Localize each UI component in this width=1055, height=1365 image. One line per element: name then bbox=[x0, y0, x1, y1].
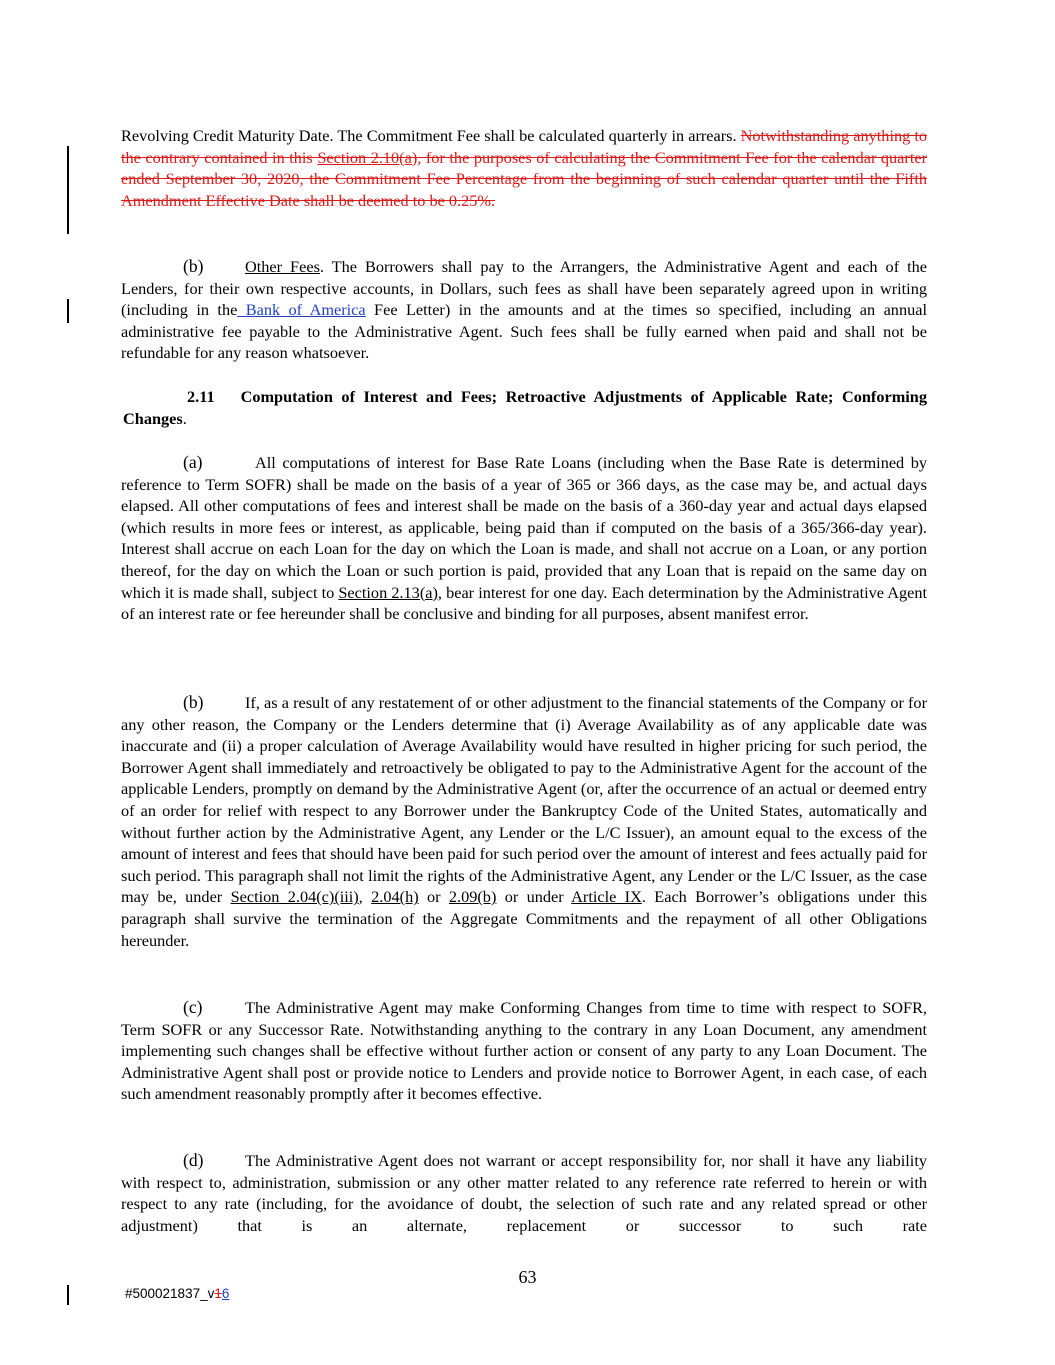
section-ref: Section 2.04(c)(iii) bbox=[230, 887, 359, 907]
clause-text: or under bbox=[496, 887, 572, 907]
change-bar bbox=[67, 146, 69, 234]
clause-text: , bbox=[358, 887, 372, 907]
clause-label: (a) bbox=[183, 452, 203, 472]
clause-text: The Administrative Agent may make Conforming Changes from time to time with respect to SOFR, Term SOFR or any Successor Rate. Notwithstanding anything to the contrary in any Loan Document, any amendment implementing such changes shall be effective without further action or consent of any party to any Loan Document. The Administrative Agent shall post or provide notice to Lenders and provide notice to Borrower Agent, in each case, of each such amendment reasonably promptly after it becomes effective. bbox=[121, 998, 927, 1104]
change-bar bbox=[67, 1285, 69, 1305]
clause-text: , bear interest for one day. Each determination by the Administrative Agent of an interest rate or fee hereunder shall be conclusive and binding for all purposes, absent manifest error. bbox=[121, 582, 927, 624]
document-id bbox=[125, 1286, 229, 1301]
article-ref: Article IX bbox=[571, 887, 642, 907]
paragraph-b-retroactive bbox=[121, 692, 927, 951]
document-id-inserted: 6 bbox=[221, 1286, 230, 1301]
paragraph-a-computations bbox=[121, 452, 927, 625]
section-heading-2-11 bbox=[123, 386, 927, 429]
clause-label: (c) bbox=[183, 997, 203, 1017]
clause-label: (b) bbox=[183, 692, 204, 712]
page-number: 63 bbox=[518, 1267, 537, 1287]
section-ref: Section 2.13(a) bbox=[338, 582, 438, 602]
clause-text: If, as a result of any restatement of or other adjustment to the financial statements of the Company or for any other reason, the Company or the Lenders determine that (i) Average Availability as of any applicable date was inaccurate and (ii) a proper calculation of Average Availability would have resulted in higher pricing for such period, the Borrower Agent shall immediately and retroactively be obligated to pay to the Administrative Agent for the account of the applicable Lenders, promptly on demand by the Administrative Agent (or, after the occurrence of an actual or deemed entry of an order for relief with respect to any Borrower under the Bankruptcy Code of the United States, automatically and without further action by the Administrative Agent, any Lender or the L/C Issuer), an amount equal to the excess of the amount of interest and fees that should have been paid for such period over the amount of interest and fees actually paid for such period. This paragraph shall not limit the rights of the Administrative Agent, any Lender or the L/C Issuer, as the case may be, under bbox=[121, 693, 927, 907]
change-bar bbox=[67, 299, 69, 323]
paragraph-c-conforming bbox=[121, 997, 927, 1105]
clause-text: . The Borrowers shall pay to the Arrangers, the Administrative Agent and each of the Lenders, for their own respective accounts, in Dollars, such fees as shall have been separately agreed upon in writing (including in the bbox=[121, 257, 927, 320]
clause-text: All computations of interest for Base Rate Loans (including when the Base Rate is determined by reference to Term SOFR) shall be made on the basis of a year of 365 or 366 days, as the case may be, and actual days elapsed. All other computations of fees and interest shall be made on the basis of a 360-day year and actual days elapsed (which results in more fees or interest, as applicable, being paid than if computed on the basis of a 365/366-day year). Interest shall accrue on each Loan for the day on which the Loan is made, and shall not accrue on a Loan, or any portion thereof, for the day on which the Loan or such portion is paid, provided that any Loan that is repaid on the same day on which it is made shall, subject to bbox=[121, 453, 927, 602]
clause-label: (d) bbox=[183, 1150, 204, 1170]
intro-text: Revolving Credit Maturity Date. The Commitment Fee shall be calculated quarterly in arrears. bbox=[121, 126, 737, 145]
document-id-prefix: #500021837_v bbox=[125, 1286, 215, 1301]
clause-text: The Administrative Agent does not warrant or accept responsibility for, nor shall it have any liability with respect to, administration, submission or any other matter related to any reference rate referred to herein or with respect to any rate (including, for the avoidance of doubt, the selection of such rate and any related spread or other adjustment) that is an alternate, replacement or successor to such rate bbox=[121, 1151, 927, 1235]
deleted-text: Notwithstanding anything to the contrary contained in this bbox=[121, 126, 927, 167]
section-title-period: . bbox=[182, 408, 187, 428]
section-title: Computation of Interest and Fees; Retroactive Adjustments of Applicable Rate; Conforming Changes bbox=[123, 387, 927, 428]
clause-text: or bbox=[418, 887, 449, 907]
paragraph-d-disclaimer bbox=[121, 1150, 927, 1236]
clause-label: (b) bbox=[183, 256, 204, 276]
clause-title: Other Fees bbox=[245, 257, 320, 276]
paragraph-other-fees bbox=[121, 256, 927, 364]
section-ref: 2.09(b) bbox=[448, 887, 497, 907]
paragraph-commitment-fee bbox=[121, 125, 927, 211]
section-ref: 2.04(h) bbox=[371, 887, 419, 907]
deleted-text: , for the purposes of calculating the Commitment Fee for the calendar quarter ended September 30, 2020, the Commitment Fee Percentage from the beginning of such calendar quarter until the Fifth Amendment Effective Date shall be deemed to be 0.25%. bbox=[121, 147, 928, 210]
clause-text: . Each Borrower’s obligations under this paragraph shall survive the termination of the Aggregate Commitments and the repayment of all other Obligations hereunder. bbox=[121, 887, 928, 950]
section-number: 2.11 bbox=[187, 387, 215, 406]
deleted-section-ref: Section 2.10(a) bbox=[317, 147, 418, 167]
clause-text: Fee Letter) in the amounts and at the times so specified, including an annual administrative fee payable to the Administrative Agent. Such fees shall be fully earned when paid and shall not be refundable for any reason whatsoever. bbox=[121, 300, 927, 363]
inserted-text-link[interactable]: Bank of America bbox=[237, 300, 366, 320]
document-id-deleted: 1 bbox=[214, 1286, 222, 1301]
